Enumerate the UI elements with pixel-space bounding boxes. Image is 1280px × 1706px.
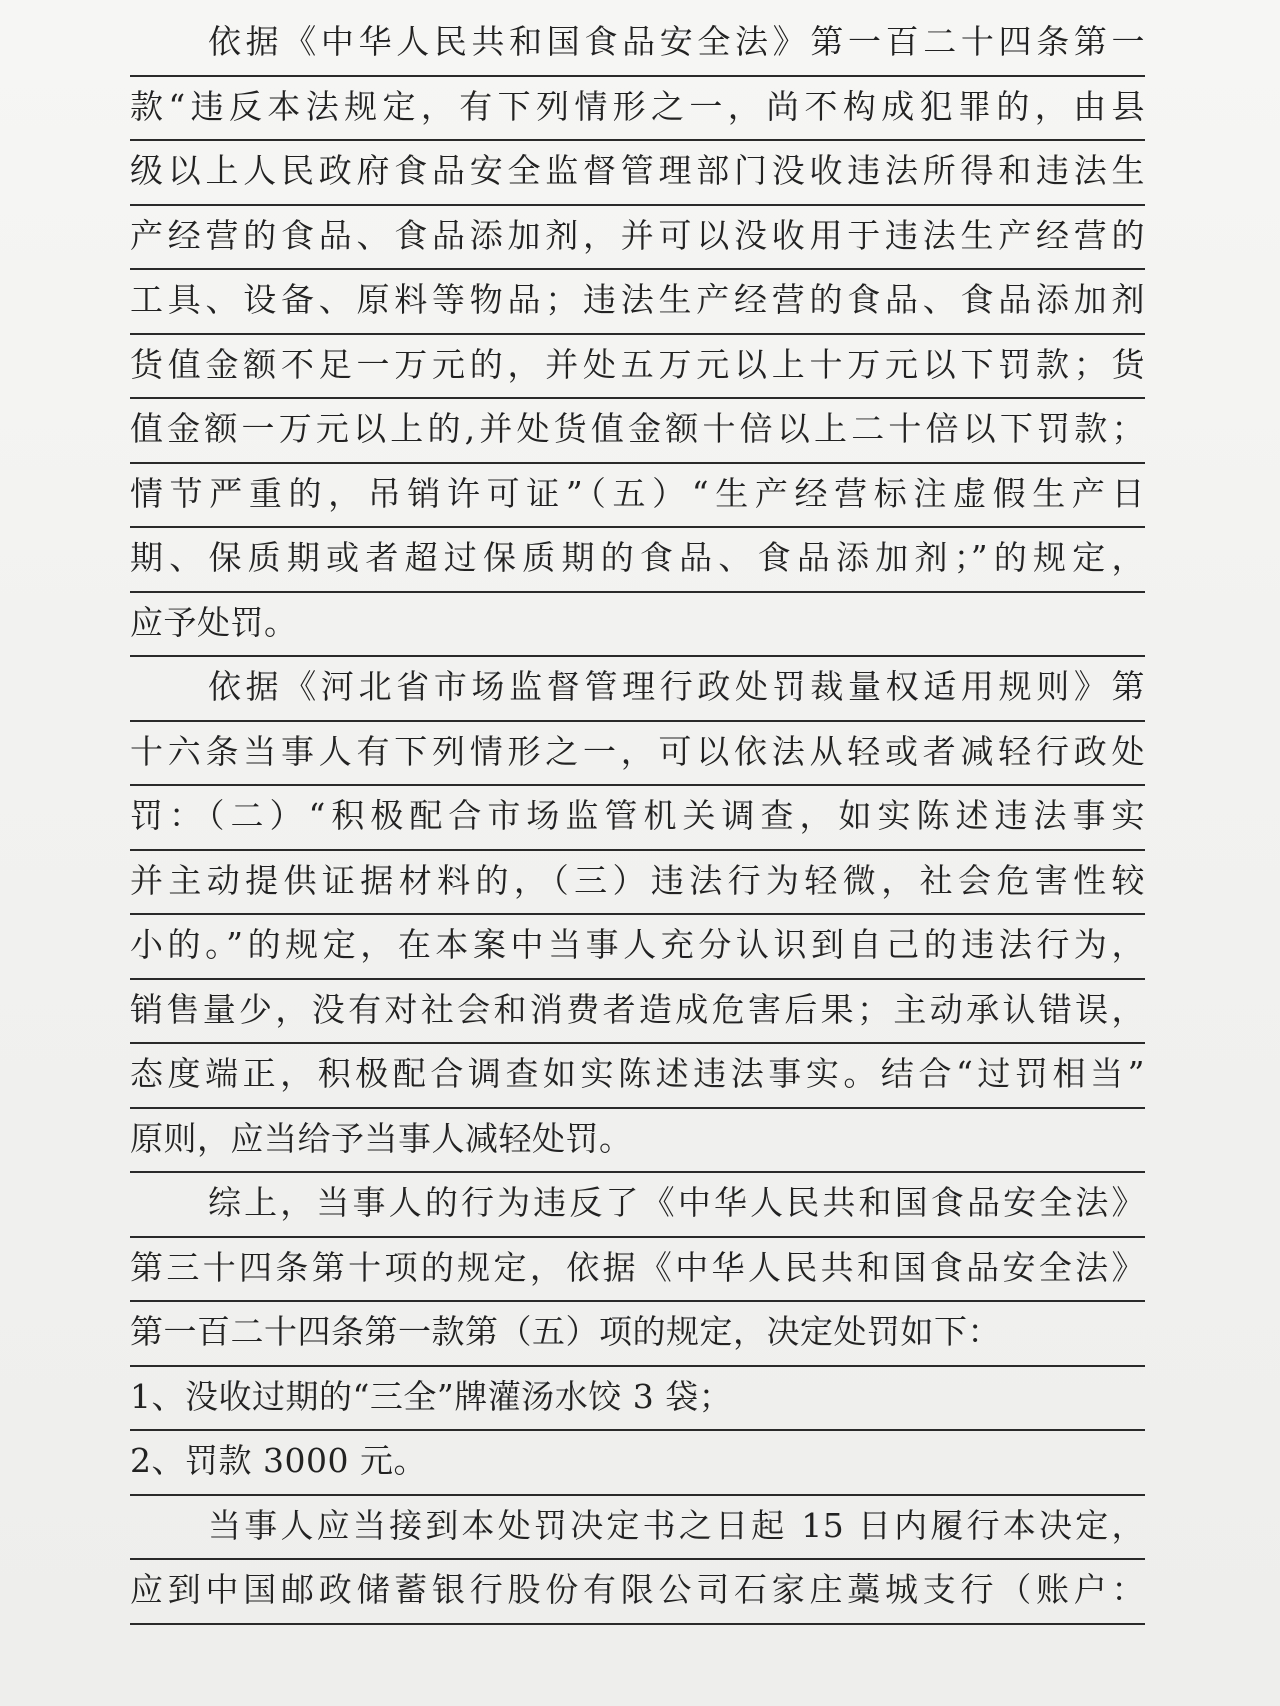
document-line: 应到中国邮政储蓄银行股份有限公司石家庄藁城支行（账户： xyxy=(130,1560,1145,1625)
document-line: 依据《河北省市场监督管理行政处罚裁量权适用规则》第 xyxy=(130,657,1145,722)
document-line: 态度端正，积极配合调查如实陈述违法事实。结合“过罚相当” xyxy=(130,1044,1145,1109)
document-line: 销售量少，没有对社会和消费者造成危害后果；主动承认错误， xyxy=(130,980,1145,1045)
document-body xyxy=(130,12,1145,1625)
document-line: 级以上人民政府食品安全监督管理部门没收违法所得和违法生 xyxy=(130,141,1145,206)
document-line: 工具、设备、原料等物品；违法生产经营的食品、食品添加剂 xyxy=(130,270,1145,335)
document-line: 货值金额不足一万元的，并处五万元以上十万元以下罚款；货 xyxy=(130,335,1145,400)
document-line: 并主动提供证据材料的，（三）违法行为轻微，社会危害性较 xyxy=(130,851,1145,916)
document-line: 依据《中华人民共和国食品安全法》第一百二十四条第一 xyxy=(130,12,1145,77)
document-line: 第一百二十四条第一款第（五）项的规定，决定处罚如下： xyxy=(130,1302,1145,1367)
document-line: 产经营的食品、食品添加剂，并可以没收用于违法生产经营的 xyxy=(130,206,1145,271)
document-line: 小的。”的规定，在本案中当事人充分认识到自己的违法行为， xyxy=(130,915,1145,980)
document-line: 第三十四条第十项的规定，依据《中华人民共和国食品安全法》 xyxy=(130,1238,1145,1303)
document-line: 应予处罚。 xyxy=(130,593,1145,658)
document-line: 1、没收过期的“三全”牌灌汤水饺 3 袋； xyxy=(130,1367,1145,1432)
document-line: 当事人应当接到本处罚决定书之日起 15 日内履行本决定， xyxy=(130,1496,1145,1561)
document-line: 原则，应当给予当事人减轻处罚。 xyxy=(130,1109,1145,1174)
document-line: 值金额一万元以上的,并处货值金额十倍以上二十倍以下罚款； xyxy=(130,399,1145,464)
document-line: 款“违反本法规定，有下列情形之一，尚不构成犯罪的，由县 xyxy=(130,77,1145,142)
document-line: 综上，当事人的行为违反了《中华人民共和国食品安全法》 xyxy=(130,1173,1145,1238)
document-line: 2、罚款 3000 元。 xyxy=(130,1431,1145,1496)
document-line: 罚：（二）“积极配合市场监管机关调查，如实陈述违法事实 xyxy=(130,786,1145,851)
document-line: 期、保质期或者超过保质期的食品、食品添加剂；”的规定， xyxy=(130,528,1145,593)
document-line: 情节严重的，吊销许可证”（五）“生产经营标注虚假生产日 xyxy=(130,464,1145,529)
document-line: 十六条当事人有下列情形之一，可以依法从轻或者减轻行政处 xyxy=(130,722,1145,787)
